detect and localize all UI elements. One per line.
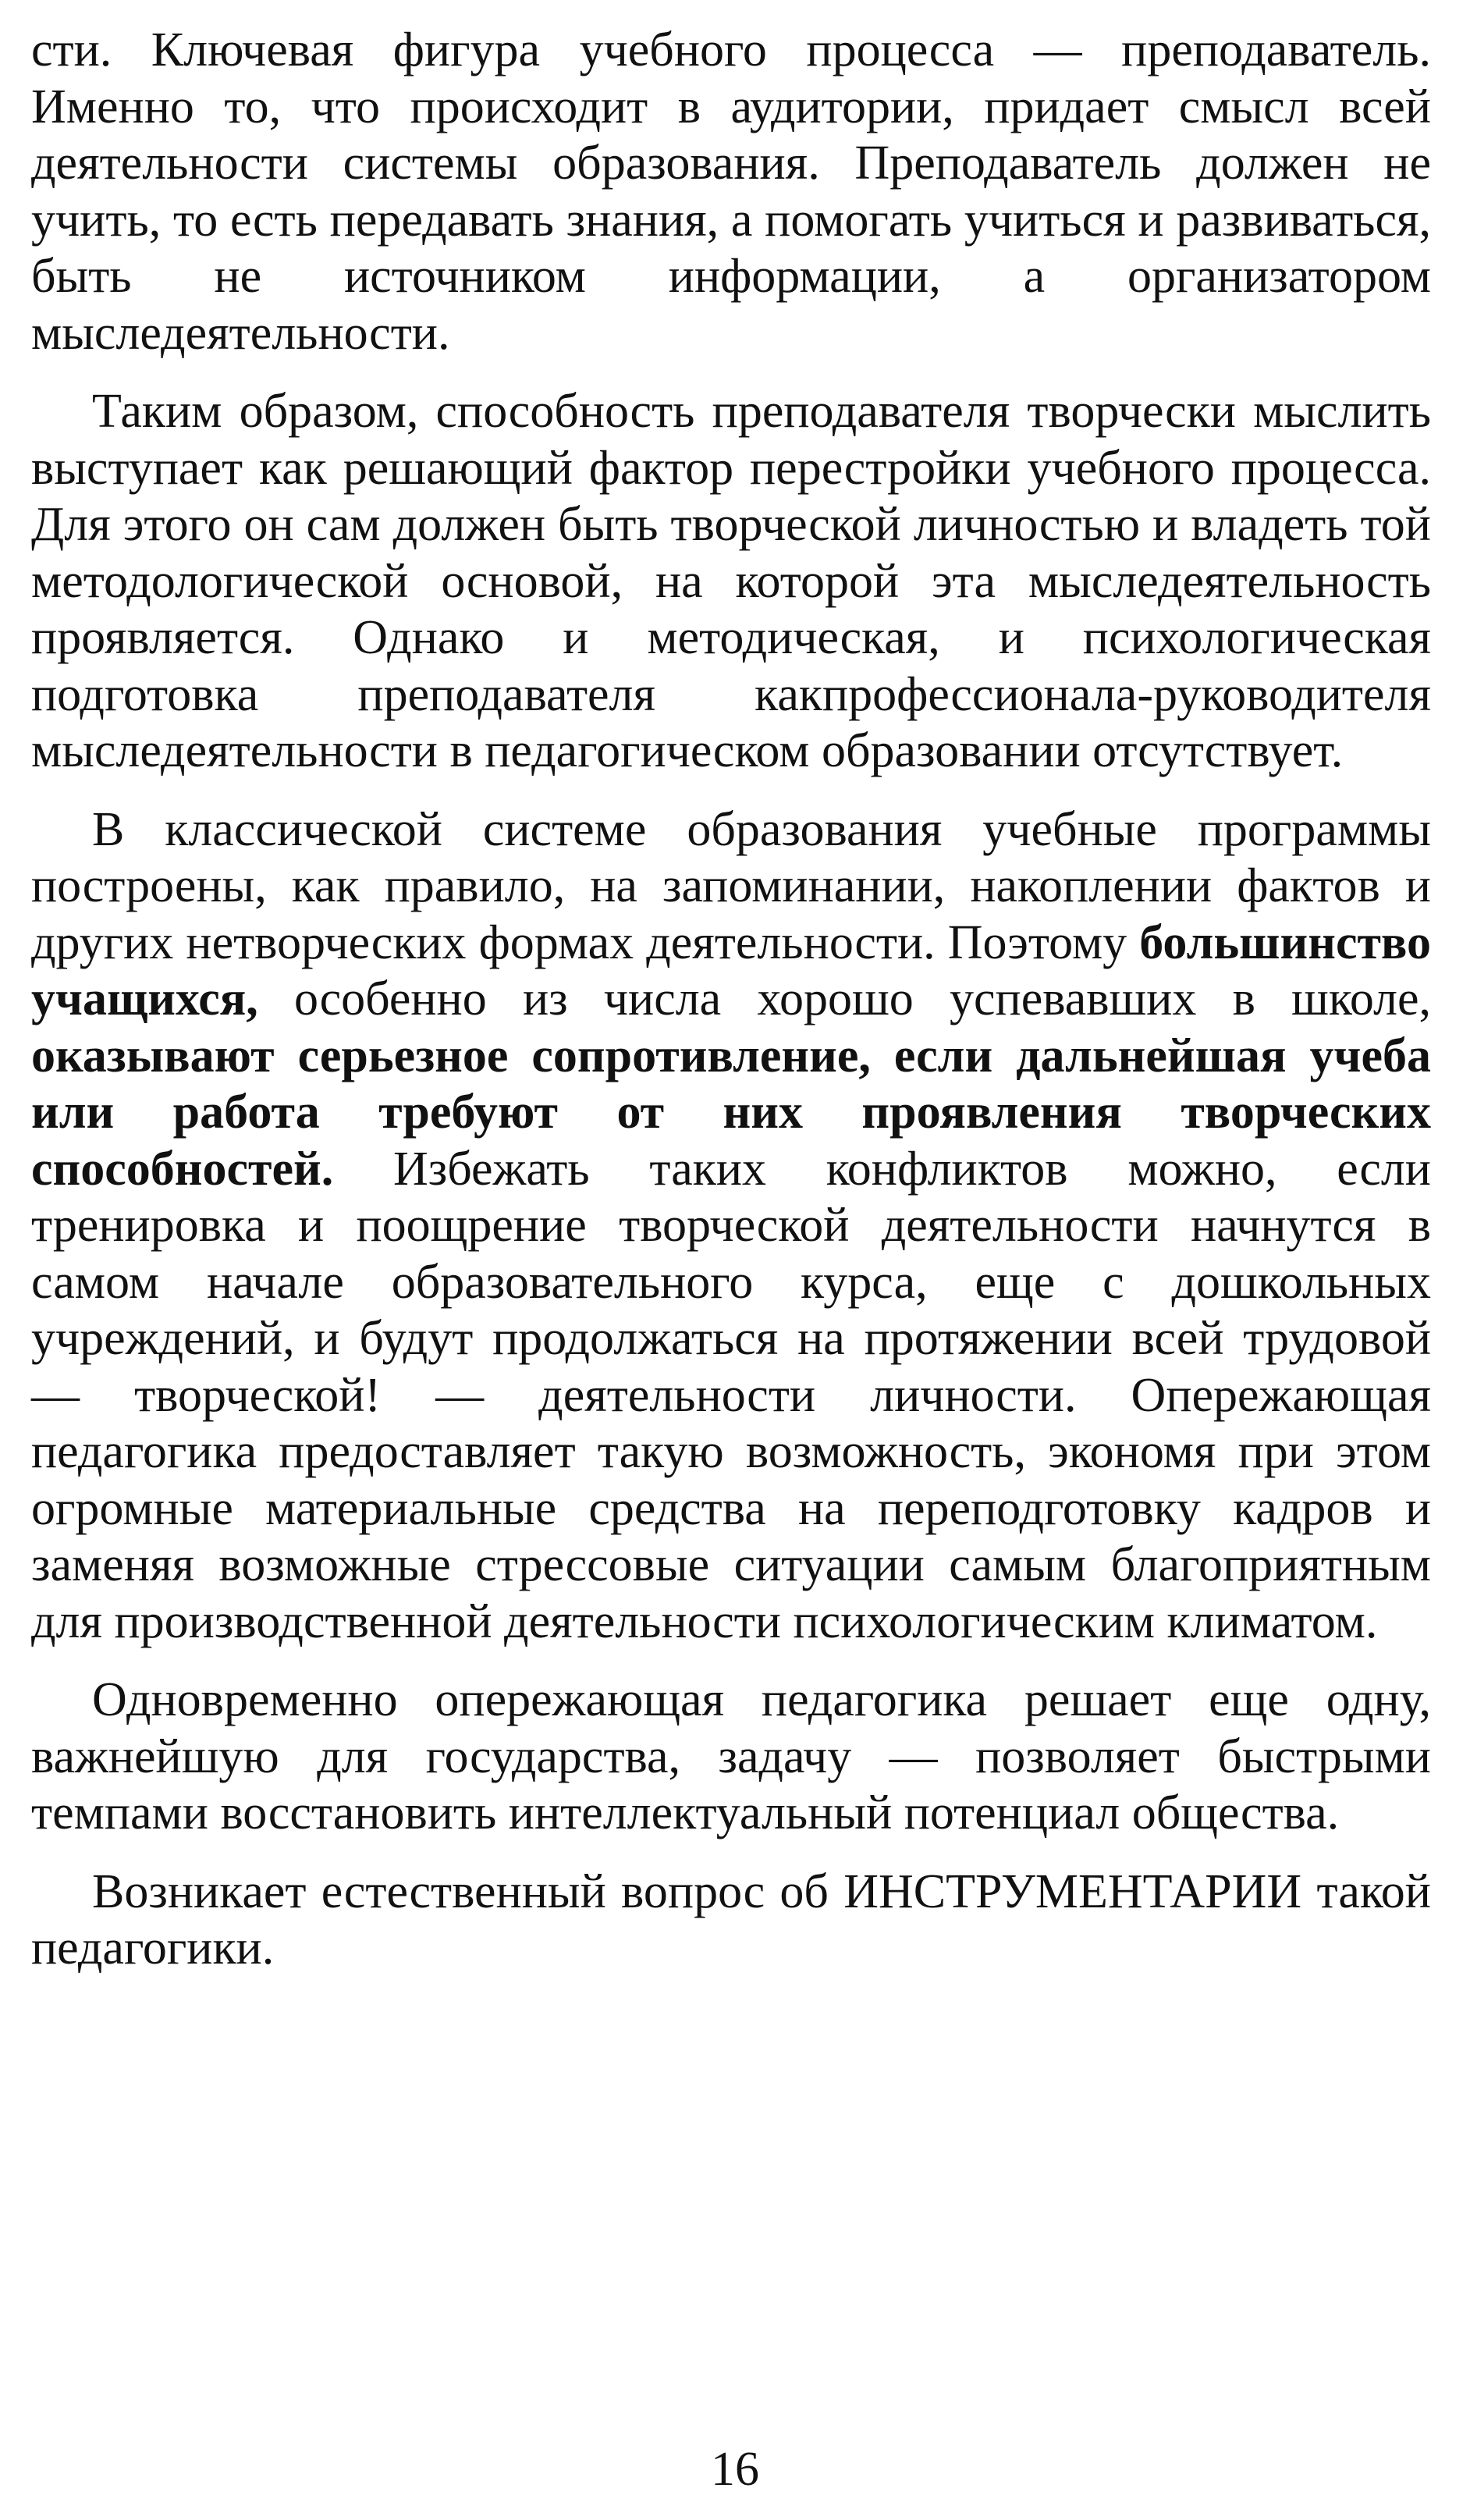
paragraph-1-text: сти. Ключевая фигура учебного процесса — преподаватель. Именно то, что происходит в аудитории, придает смысл всей деятельности системы образования. Преподаватель должен не учить, то есть передавать знания, а помогать учиться и развиваться, быть не источником информации, а организатором мыследеятельности. <box>31 23 1431 360</box>
paragraph-5 <box>31 1864 1431 1977</box>
paragraph-3-text-c: Избежать таких конфликтов можно, если тренировка и поощрение творческой деятельности начнутся в самом начале образовательного курса, еще с дошкольных учреждений, и будут продолжаться на протяжении всей трудовой — творческой! — деятельности личности. Опережающая педагогика предоставляет такую возможность, экономя при этом огромные материальные средства на переподготовку кадров и заменяя возможные стрессовые ситуации самым благоприятным для производственной деятельности психологическим климатом. <box>31 1142 1431 1648</box>
paragraph-2-text: Таким образом, способность преподавателя творчески мыслить выступает как решающий фактор перестройки учебного процесса. Для этого он сам должен быть творческой личностью и владеть той методологической основой, на которой эта мыследеятельность проявляется. Однако и методическая, и психологическая подготовка преподавателя какпрофессионала-руководителя мыследеятельности в педагогическом образовании отсутствует. <box>31 385 1431 777</box>
paragraph-3-emphasis-b: оказывают серьезное сопротивление, если дальнейшая учеба или работа требуют от них проявления творческих способностей. <box>31 1029 1431 1196</box>
page-number: 16 <box>711 2443 759 2496</box>
paragraph-4 <box>31 1672 1431 1842</box>
paragraph-3 <box>31 801 1431 1651</box>
paragraph-3-text-a: В классической системе образования учебные программы построены, как правило, на запоминании, накоплении фактов и других нетворческих формах деятельности. Поэтому <box>31 802 1431 969</box>
paragraph-2 <box>31 383 1431 780</box>
paragraph-1 <box>31 22 1431 361</box>
paragraph-5-text: Возникает естественный вопрос об ИНСТРУМЕНТАРИИ такой педагогики. <box>31 1864 1431 1974</box>
paragraph-3-text-b: особенно из числа хорошо успевавших в школе, <box>257 972 1431 1025</box>
paragraph-3-emphasis-a: большинство учащихся, <box>31 915 1431 1025</box>
paragraph-4-text: Одновременно опережающая педагогика решает еще одну, важнейшую для государства, задачу — позволяет быстрыми темпами восстановить интеллектуальный потенциал общества. <box>31 1673 1431 1839</box>
